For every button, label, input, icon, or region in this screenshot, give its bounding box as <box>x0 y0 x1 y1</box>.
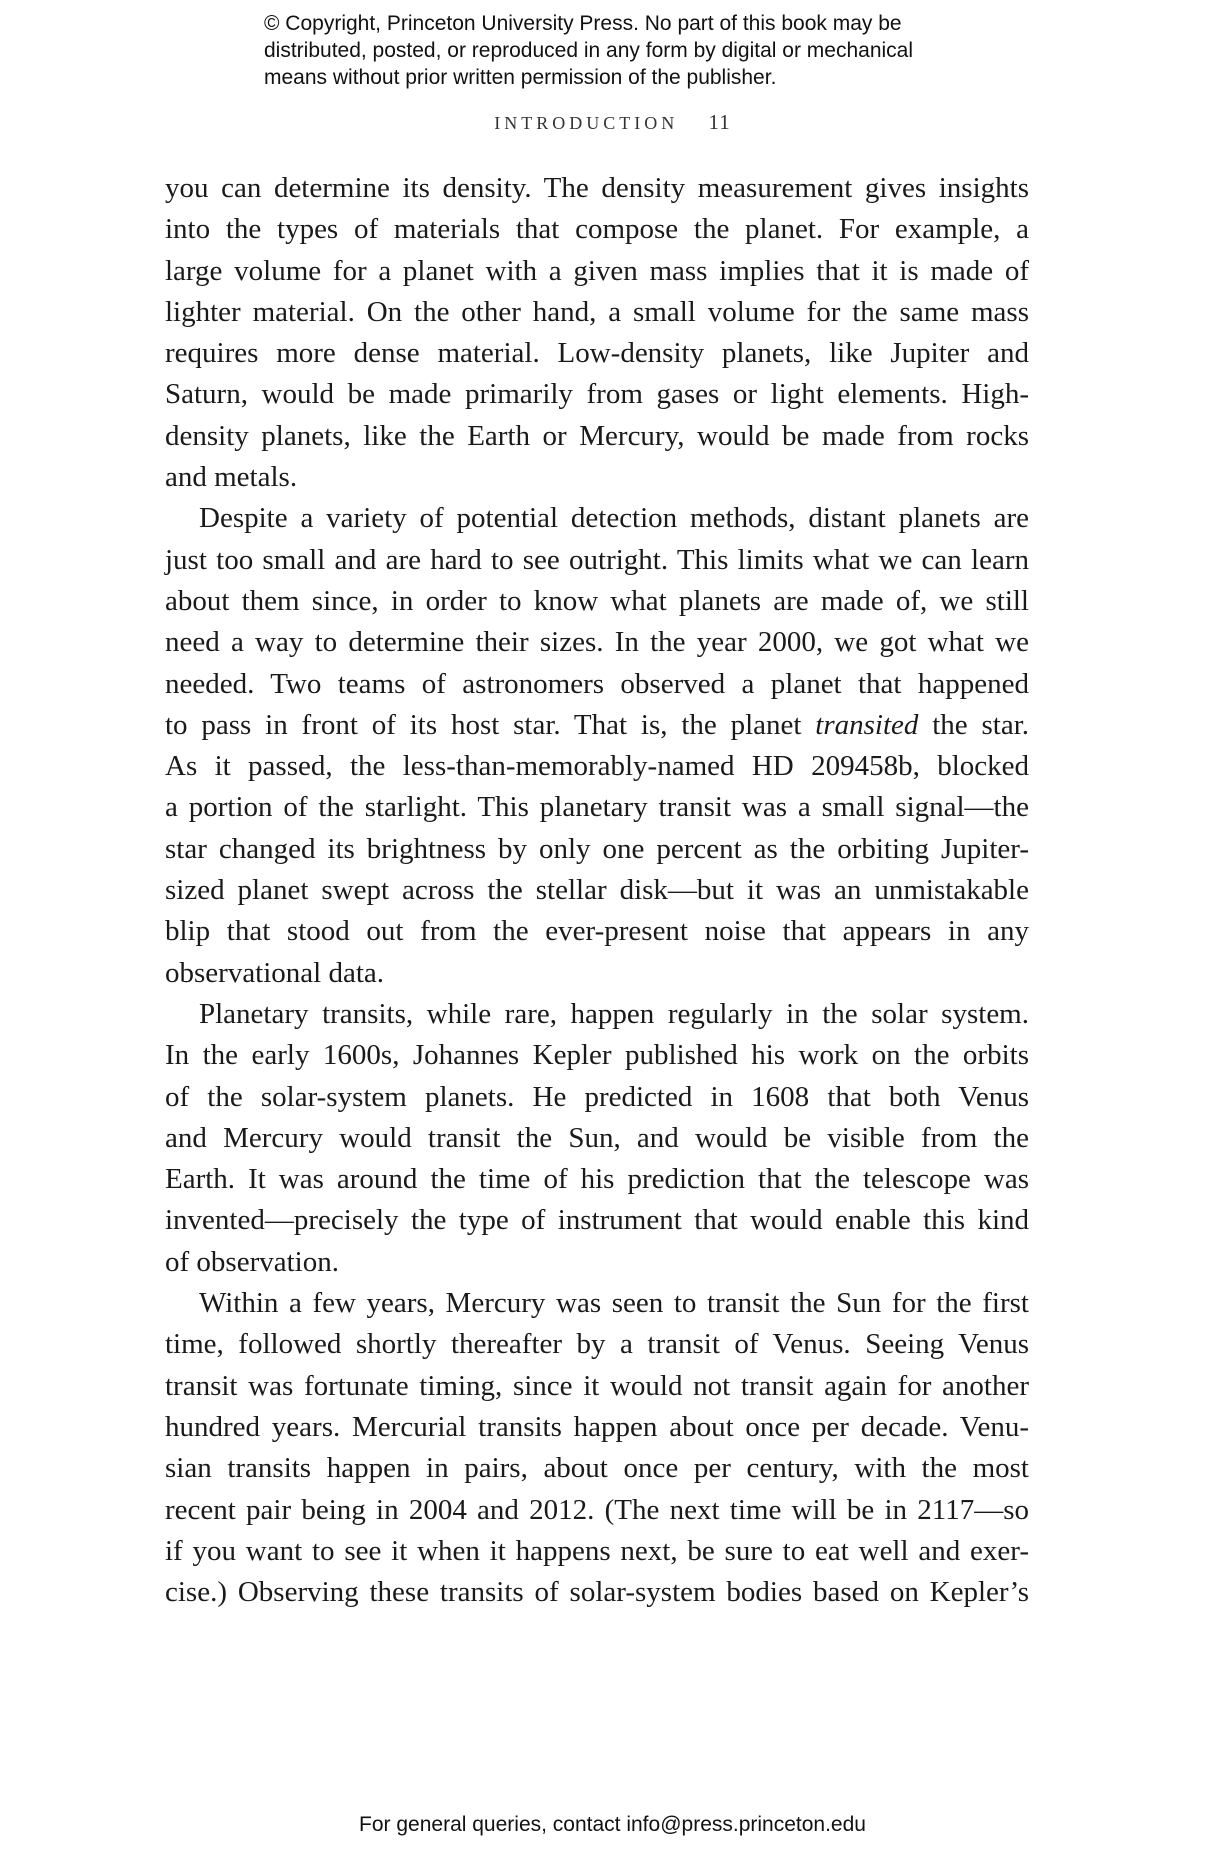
body-text <box>165 168 1029 1613</box>
text-line: a portion of the starlight. This planetary transit was a small signal—the <box>165 791 1029 824</box>
running-head <box>0 110 1225 135</box>
text-line: just too small and are hard to see outright. This limits what we can learn <box>165 543 1029 576</box>
text-line: requires more dense material. Low-density planets, like Jupiter and <box>165 337 1029 370</box>
paragraph <box>165 498 1029 994</box>
text-line: recent pair being in 2004 and 2012. (The next time will be in 2117—so <box>165 1493 1029 1526</box>
paragraph <box>165 1283 1029 1613</box>
text-line: and Mercury would transit the Sun, and would be visible from the <box>165 1121 1029 1154</box>
paragraph <box>165 168 1029 498</box>
footer-contact <box>0 1813 1225 1837</box>
text-line: Planetary transits, while rare, happen regularly in the solar system. <box>199 997 1029 1030</box>
text-line: cise.) Observing these transits of solar-system bodies based on Kepler’s <box>165 1576 1029 1609</box>
text-line: needed. Two teams of astronomers observed a planet that happened <box>165 667 1029 700</box>
italic-term: transited <box>815 708 919 741</box>
text-line: time, followed shortly thereafter by a transit of Venus. Seeing Venus <box>165 1328 1029 1361</box>
text-line: need a way to determine their sizes. In the year 2000, we got what we <box>165 626 1029 659</box>
text-line: As it passed, the less-than-memorably-named HD 209458b, blocked <box>165 750 1029 783</box>
text-line: star changed its brightness by only one percent as the orbiting Jupiter- <box>165 832 1029 865</box>
text-line: lighter material. On the other hand, a small volume for the same mass <box>165 295 1029 328</box>
copyright-line: © Copyright, Princeton University Press. No part of this book may be <box>264 12 902 35</box>
text-line: about them since, in order to know what planets are made of, we still <box>165 584 1029 617</box>
text-line: Within a few years, Mercury was seen to transit the Sun for the first <box>199 1287 1029 1320</box>
text-line: Earth. It was around the time of his prediction that the telescope was <box>165 1163 1029 1196</box>
text-line: Saturn, would be made primarily from gases or light elements. High- <box>165 378 1029 411</box>
copyright-notice <box>264 10 984 91</box>
text-line: Despite a variety of potential detection methods, distant planets are <box>199 502 1029 535</box>
text-line: if you want to see it when it happens next, be sure to eat well and exer- <box>165 1534 1029 1567</box>
text-line: large volume for a planet with a given mass implies that it is made of <box>165 254 1029 287</box>
text-line: In the early 1600s, Johannes Kepler published his work on the orbits <box>165 1039 1029 1072</box>
running-head-title: INTRODUCTION <box>494 113 679 133</box>
text-line: of observation. <box>165 1245 339 1278</box>
text-segment: the star. <box>932 708 1029 741</box>
text-line: sian transits happen in pairs, about once per century, with the most <box>165 1452 1029 1485</box>
footer-text: For general queries, contact info@press.princeton.edu <box>359 1813 866 1836</box>
page-number: 11 <box>708 110 731 134</box>
text-line: observational data. <box>165 956 385 989</box>
text-segment: to pass in front of its host star. That is, the planet <box>165 708 802 741</box>
text-line: and metals. <box>165 461 298 494</box>
text-line: of the solar-system planets. He predicted in 1608 that both Venus <box>165 1080 1029 1113</box>
text-line: invented—precisely the type of instrument that would enable this kind <box>165 1204 1029 1237</box>
text-line: into the types of materials that compose the planet. For example, a <box>165 213 1029 246</box>
text-line: blip that stood out from the ever-present noise that appears in any <box>165 915 1029 948</box>
text-line-with-italic <box>165 705 1029 746</box>
text-line: density planets, like the Earth or Mercury, would be made from rocks <box>165 419 1029 452</box>
paragraph <box>165 994 1029 1283</box>
text-line: sized planet swept across the stellar disk—but it was an unmistakable <box>165 874 1029 907</box>
copyright-line: distributed, posted, or reproduced in any form by digital or mechanical <box>264 39 914 62</box>
text-line: hundred years. Mercurial transits happen about once per decade. Venu- <box>165 1410 1029 1443</box>
copyright-line: means without prior written permission of the publisher. <box>264 66 777 89</box>
text-line: you can determine its density. The density measurement gives insights <box>165 172 1029 204</box>
text-line: transit was fortunate timing, since it would not transit again for another <box>165 1369 1029 1402</box>
